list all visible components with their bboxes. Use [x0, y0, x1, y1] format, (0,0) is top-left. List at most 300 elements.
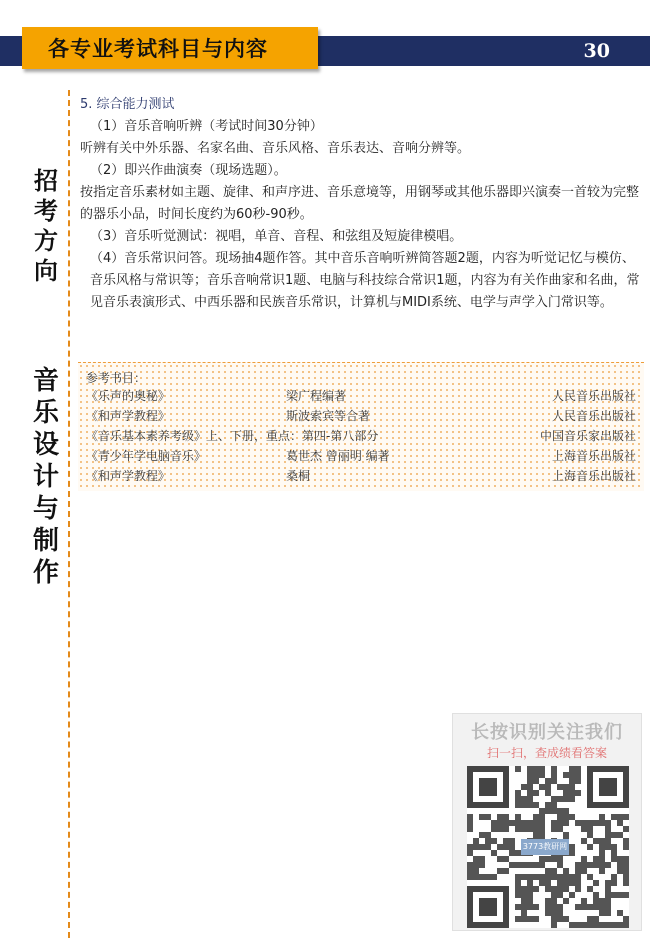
- qr-module: [557, 892, 563, 898]
- qr-module: [569, 892, 575, 898]
- qr-module: [509, 850, 515, 856]
- qr-module: [605, 904, 611, 910]
- qr-module: [557, 784, 563, 790]
- qr-module: [593, 898, 599, 904]
- qr-module: [515, 862, 521, 868]
- qr-module: [593, 856, 599, 862]
- qr-module: [611, 844, 617, 850]
- qr-module: [623, 862, 629, 868]
- qr-module: [557, 808, 563, 814]
- qr-module: [539, 856, 545, 862]
- qr-module: [551, 898, 557, 904]
- qr-module: [605, 862, 611, 868]
- qr-module: [605, 892, 611, 898]
- qr-module: [581, 820, 587, 826]
- book-author: 梁广程编著: [286, 389, 347, 403]
- qr-module: [623, 826, 629, 832]
- qr-module: [527, 880, 533, 886]
- item-paragraph: （3）音乐听觉测试：视唱，单音、音程、和弦组及短旋律模唱。: [90, 229, 463, 244]
- qr-module: [617, 814, 623, 820]
- book-author: 葛世杰 曾丽明 编著: [286, 449, 390, 463]
- qr-module: [611, 880, 617, 886]
- qr-module: [551, 820, 557, 826]
- qr-module: [563, 772, 569, 778]
- qr-module: [557, 826, 563, 832]
- qr-module: [575, 922, 581, 928]
- qr-module: [527, 802, 533, 808]
- qr-module: [539, 874, 545, 880]
- qr-module: [521, 796, 527, 802]
- qr-module: [557, 796, 563, 802]
- qr-module: [605, 832, 611, 838]
- qr-module: [617, 892, 623, 898]
- qr-module: [563, 814, 569, 820]
- qr-module: [545, 904, 551, 910]
- qr-module: [599, 838, 605, 844]
- qr-module: [611, 856, 617, 862]
- qr-module: [623, 856, 629, 862]
- qr-module: [467, 820, 473, 826]
- qr-module: [533, 778, 539, 784]
- qr-module: [581, 904, 587, 910]
- qr-module: [575, 790, 581, 796]
- qr-module: [545, 886, 551, 892]
- qr-module: [527, 790, 533, 796]
- qr-module: [545, 802, 551, 808]
- qr-module: [527, 820, 533, 826]
- qr-module: [599, 844, 605, 850]
- qr-module: [485, 832, 491, 838]
- qr-module: [623, 838, 629, 844]
- qr-module: [581, 826, 587, 832]
- qr-module: [479, 814, 485, 820]
- reference-row: [86, 447, 636, 467]
- qr-module: [605, 826, 611, 832]
- qr-module: [545, 790, 551, 796]
- qr-module: [551, 874, 557, 880]
- qr-module: [611, 832, 617, 838]
- qr-module: [509, 838, 515, 844]
- page-number: 30: [583, 40, 610, 62]
- qr-module: [557, 874, 563, 880]
- qr-module: [551, 922, 557, 928]
- qr-module: [497, 814, 503, 820]
- qr-module: [623, 922, 629, 928]
- qr-module: [521, 862, 527, 868]
- qr-module: [563, 796, 569, 802]
- qr-module: [521, 904, 527, 910]
- qr-module: [527, 898, 533, 904]
- qr-module: [491, 874, 497, 880]
- reference-row: [86, 467, 636, 487]
- item-title: （2）即兴作曲演奏（现场选题）。: [90, 163, 287, 178]
- qr-module: [599, 898, 605, 904]
- book-publisher: 上海音乐出版社: [551, 449, 636, 463]
- qr-module: [551, 766, 557, 772]
- qr-module: [569, 874, 575, 880]
- qr-module: [593, 892, 599, 898]
- reference-row: [86, 387, 636, 407]
- qr-module: [569, 796, 575, 802]
- qr-module: [623, 892, 629, 898]
- qr-module: [509, 862, 515, 868]
- qr-module: [545, 784, 551, 790]
- qr-module: [623, 916, 629, 922]
- qr-module: [599, 814, 605, 820]
- qr-module: [593, 922, 599, 928]
- qr-module: [551, 796, 557, 802]
- qr-module: [515, 874, 521, 880]
- qr-module: [593, 880, 599, 886]
- qr-module: [533, 916, 539, 922]
- qr-module: [557, 910, 563, 916]
- book-title: 《和声学教程》: [86, 409, 171, 423]
- qr-module: [527, 916, 533, 922]
- qr-module: [551, 826, 557, 832]
- qr-module: [569, 784, 575, 790]
- qr-module: [503, 820, 509, 826]
- qr-module: [599, 856, 605, 862]
- qr-module: [527, 904, 533, 910]
- side-title-recruitment: [30, 166, 62, 286]
- qr-module: [521, 820, 527, 826]
- qr-module: [533, 862, 539, 868]
- qr-subtitle: 扫一扫，查成绩看答案: [486, 746, 607, 760]
- qr-module: [575, 904, 581, 910]
- qr-module: [611, 814, 617, 820]
- qr-module: [569, 766, 575, 772]
- qr-module: [467, 868, 473, 874]
- qr-module: [527, 784, 533, 790]
- qr-module: [497, 856, 503, 862]
- qr-module: [515, 886, 521, 892]
- qr-module: [551, 772, 557, 778]
- reference-title: 参考书目：: [86, 371, 147, 385]
- qr-module: [539, 766, 545, 772]
- item-body: 听辨有关中外乐器、名家名曲、音乐风格、音乐表达、音响分辨等。: [80, 141, 471, 156]
- book-publisher: 中国音乐家出版社: [539, 429, 636, 443]
- qr-module: [533, 874, 539, 880]
- qr-module: [623, 844, 629, 850]
- qr-module: [569, 922, 575, 928]
- side-char: 考: [34, 196, 58, 225]
- qr-module: [497, 826, 503, 832]
- qr-module: [473, 862, 479, 868]
- qr-module: [539, 772, 545, 778]
- side-char: 乐: [32, 398, 59, 428]
- qr-module: [551, 916, 557, 922]
- qr-module: [533, 790, 539, 796]
- side-char: 方: [34, 226, 58, 255]
- qr-module: [473, 868, 479, 874]
- side-char: 招: [34, 166, 58, 195]
- qr-module: [551, 910, 557, 916]
- qr-module: [491, 820, 497, 826]
- qr-module: [617, 856, 623, 862]
- qr-module: [467, 826, 473, 832]
- page-title: 各专业考试科目与内容: [22, 27, 318, 69]
- qr-module: [581, 862, 587, 868]
- qr-module: [605, 886, 611, 892]
- qr-module: [569, 844, 575, 850]
- qr-module: [587, 904, 593, 910]
- reference-books: [78, 362, 644, 491]
- qr-module: [563, 868, 569, 874]
- qr-module: [587, 922, 593, 928]
- qr-module: [527, 796, 533, 802]
- qr-module: [539, 862, 545, 868]
- qr-module: [575, 820, 581, 826]
- qr-finder: [479, 778, 497, 796]
- qr-module: [587, 886, 593, 892]
- qr-module: [515, 916, 521, 922]
- qr-module: [533, 772, 539, 778]
- qr-module: [599, 862, 605, 868]
- book-title: 《和声学教程》: [86, 469, 171, 483]
- qr-module: [479, 874, 485, 880]
- qr-module: [521, 802, 527, 808]
- qr-module: [545, 778, 551, 784]
- book-publisher: 人民音乐出版社: [551, 409, 636, 423]
- qr-module: [551, 802, 557, 808]
- qr-module: [623, 874, 629, 880]
- qr-module: [575, 772, 581, 778]
- section-heading: 5. 综合能力测试: [80, 97, 175, 112]
- qr-module: [587, 874, 593, 880]
- side-char: 音: [32, 366, 59, 396]
- book-author: 斯波索宾等合著: [286, 409, 371, 423]
- qr-module: [617, 820, 623, 826]
- qr-module: [587, 844, 593, 850]
- qr-module: [515, 904, 521, 910]
- qr-module: [527, 874, 533, 880]
- qr-module: [581, 898, 587, 904]
- qr-module: [605, 838, 611, 844]
- qr-module: [491, 850, 497, 856]
- qr-module: [539, 814, 545, 820]
- qr-module: [569, 814, 575, 820]
- qr-module: [563, 784, 569, 790]
- qr-module: [527, 886, 533, 892]
- qr-module: [551, 892, 557, 898]
- qr-module: [581, 838, 587, 844]
- qr-module: [551, 868, 557, 874]
- qr-module: [605, 898, 611, 904]
- qr-module: [557, 814, 563, 820]
- qr-module: [503, 856, 509, 862]
- qr-module: [605, 910, 611, 916]
- qr-module: [617, 868, 623, 874]
- qr-module: [515, 880, 521, 886]
- qr-module: [569, 778, 575, 784]
- qr-module: [605, 880, 611, 886]
- qr-module: [599, 904, 605, 910]
- qr-module: [485, 814, 491, 820]
- qr-module: [485, 844, 491, 850]
- qr-module: [611, 874, 617, 880]
- side-char: 制: [32, 526, 59, 556]
- qr-module: [557, 862, 563, 868]
- qr-module: [491, 838, 497, 844]
- qr-module: [467, 874, 473, 880]
- qr-module: [503, 838, 509, 844]
- side-char: 与: [32, 494, 59, 524]
- qr-module: [539, 880, 545, 886]
- side-char: 计: [32, 462, 59, 492]
- book-title: 《音乐基本素养考级》上、下册，重点：第四-第八部分: [86, 429, 379, 443]
- qr-module: [569, 772, 575, 778]
- qr-module: [533, 766, 539, 772]
- qr-module: [587, 862, 593, 868]
- qr-module: [479, 862, 485, 868]
- qr-module: [563, 820, 569, 826]
- qr-module: [521, 886, 527, 892]
- qr-module: [587, 826, 593, 832]
- qr-module: [527, 892, 533, 898]
- qr-module: [533, 904, 539, 910]
- qr-module: [539, 784, 545, 790]
- qr-module: [467, 844, 473, 850]
- qr-module: [581, 922, 587, 928]
- qr-module: [575, 778, 581, 784]
- qr-module: [515, 802, 521, 808]
- qr-module: [503, 814, 509, 820]
- qr-module: [563, 886, 569, 892]
- qr-module: [587, 916, 593, 922]
- qr-module: [617, 922, 623, 928]
- qr-module: [581, 868, 587, 874]
- qr-module: [479, 832, 485, 838]
- qr-module: [551, 886, 557, 892]
- qr-module: [533, 886, 539, 892]
- qr-module: [563, 790, 569, 796]
- qr-module: [527, 826, 533, 832]
- qr-module: [479, 856, 485, 862]
- qr-module: [551, 808, 557, 814]
- qr-module: [617, 910, 623, 916]
- qr-module: [491, 826, 497, 832]
- qr-module: [515, 766, 521, 772]
- qr-module: [515, 820, 521, 826]
- qr-module: [545, 868, 551, 874]
- side-char: 向: [34, 256, 58, 285]
- qr-title: 长按识别关注我们: [471, 722, 623, 743]
- qr-module: [617, 862, 623, 868]
- qr-module: [599, 850, 605, 856]
- qr-finder: [479, 898, 497, 916]
- qr-module: [551, 778, 557, 784]
- side-title-major: [30, 365, 62, 589]
- qr-module: [545, 874, 551, 880]
- qr-module: [473, 856, 479, 862]
- qr-module: [593, 838, 599, 844]
- qr-module: [623, 868, 629, 874]
- item-paragraph: （4）音乐常识问答。现场抽4题作答。其中音乐音响听辨简答题2题，内容为听觉记忆与模仿、音乐风格与常识等；音乐音响常识1题、电脑与科技综合常识1题，内容为有关作曲家和名曲，常见音乐表演形式、中西乐器和民族音乐常识，计算机与MIDI系统、电学与声学入门常识等。: [90, 251, 640, 310]
- qr-finder: [599, 778, 617, 796]
- item-body: 按指定音乐素材如主题、旋律、和声序进、音乐意境等，用钢琴或其他乐器即兴演奏一首较为完整的器乐小品，时间长度约为60秒-90秒。: [80, 185, 640, 222]
- qr-module: [581, 856, 587, 862]
- qr-module: [599, 868, 605, 874]
- qr-promo-box: [452, 713, 642, 931]
- qr-module: [563, 880, 569, 886]
- reference-row: [86, 407, 636, 427]
- qr-module: [575, 868, 581, 874]
- qr-module: [533, 802, 539, 808]
- book-publisher: 人民音乐出版社: [551, 389, 636, 403]
- book-author: 桑桐: [286, 469, 311, 483]
- qr-module: [557, 916, 563, 922]
- qr-module: [515, 814, 521, 820]
- qr-module: [575, 862, 581, 868]
- qr-module: [599, 820, 605, 826]
- qr-module: [473, 874, 479, 880]
- qr-module: [605, 820, 611, 826]
- qr-module: [467, 814, 473, 820]
- qr-module: [557, 880, 563, 886]
- qr-module: [467, 862, 473, 868]
- qr-module: [521, 784, 527, 790]
- qr-module: [563, 916, 569, 922]
- qr-module: [533, 832, 539, 838]
- margin-divider: [68, 90, 70, 938]
- qr-module: [557, 856, 563, 862]
- qr-module: [569, 850, 575, 856]
- qr-module: [605, 922, 611, 928]
- qr-module: [599, 922, 605, 928]
- qr-module: [557, 904, 563, 910]
- qr-module: [485, 874, 491, 880]
- exam-content: [80, 94, 640, 314]
- qr-module: [545, 856, 551, 862]
- qr-logo: 3773教研网: [521, 839, 569, 855]
- qr-module: [593, 862, 599, 868]
- qr-module: [563, 898, 569, 904]
- reference-row: [86, 427, 636, 447]
- qr-module: [503, 844, 509, 850]
- qr-module: [521, 898, 527, 904]
- qr-module: [515, 790, 521, 796]
- qr-module: [527, 778, 533, 784]
- qr-module: [527, 862, 533, 868]
- qr-module: [569, 790, 575, 796]
- qr-module: [599, 910, 605, 916]
- qr-module: [545, 880, 551, 886]
- qr-module: [479, 844, 485, 850]
- qr-module: [503, 868, 509, 874]
- qr-module: [563, 874, 569, 880]
- qr-module: [551, 856, 557, 862]
- qr-module: [527, 772, 533, 778]
- qr-module: [563, 832, 569, 838]
- qr-module: [575, 874, 581, 880]
- qr-module: [545, 898, 551, 904]
- qr-module: [569, 880, 575, 886]
- qr-module: [611, 850, 617, 856]
- qr-module: [605, 844, 611, 850]
- qr-module: [617, 832, 623, 838]
- qr-module: [533, 820, 539, 826]
- qr-module: [497, 844, 503, 850]
- qr-module: [473, 844, 479, 850]
- qr-module: [521, 874, 527, 880]
- qr-module: [533, 826, 539, 832]
- qr-module: [515, 826, 521, 832]
- qr-module: [557, 820, 563, 826]
- qr-module: [611, 892, 617, 898]
- qr-module: [623, 880, 629, 886]
- qr-module: [551, 904, 557, 910]
- book-title: 《青少年学电脑音乐》: [86, 449, 207, 463]
